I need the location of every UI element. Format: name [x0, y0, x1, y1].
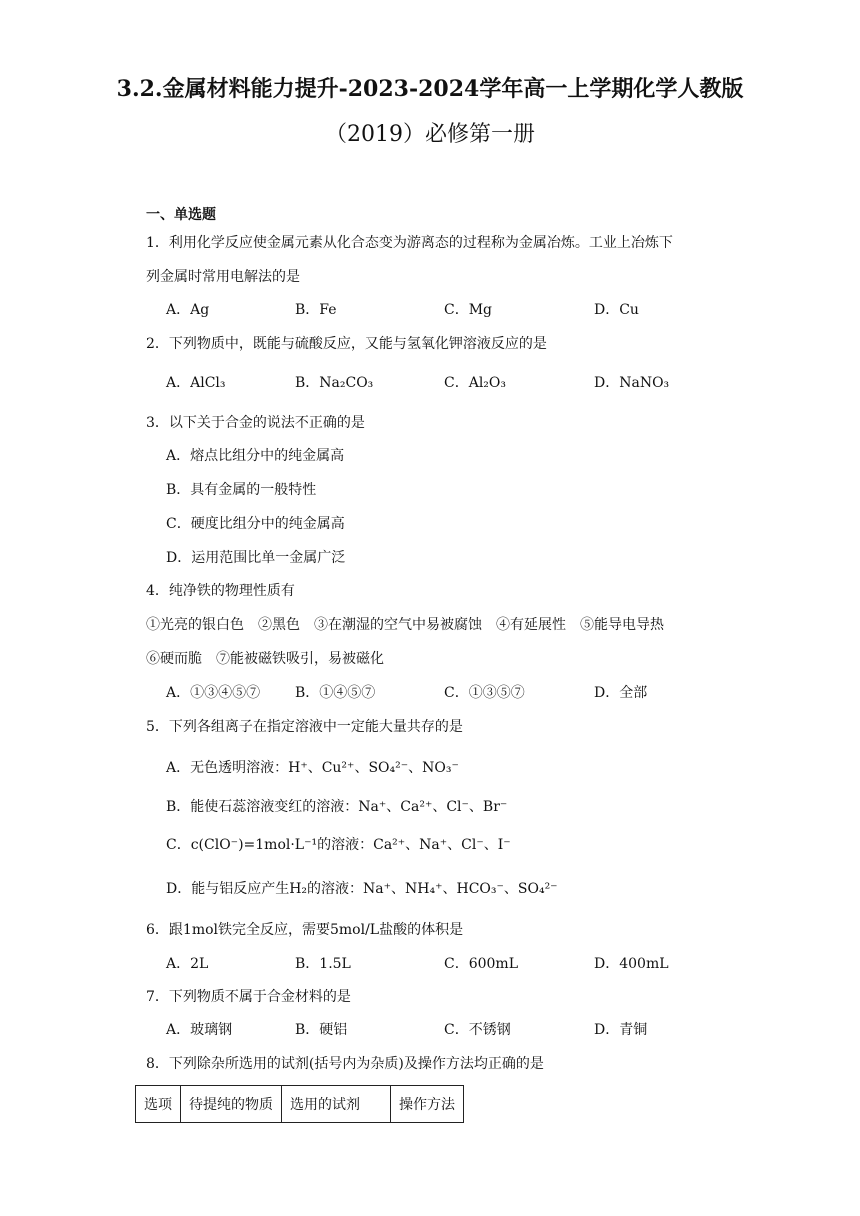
question-3-option-b: B．具有金属的一般特性 [166, 482, 317, 498]
question-7-option-d: D．青铜 [594, 1022, 648, 1038]
question-1-option-d: D．Cu [594, 302, 639, 318]
question-4-stem-line1: 4．纯净铁的物理性质有 [146, 583, 295, 599]
question-3-option-d: D．运用范围比单一金属广泛 [166, 550, 346, 566]
question-4-stem-line3: ⑥硬而脆 ⑦能被磁铁吸引，易被磁化 [146, 651, 384, 667]
question-3-stem: 3．以下关于合金的说法不正确的是 [146, 415, 365, 431]
document-title-line2: （2019）必修第一册 [325, 122, 535, 147]
question-6-option-a: A．2L [166, 956, 209, 972]
document-title-line1: 3.2.金属材料能力提升-2023-2024学年高一上学期化学人教版 [116, 76, 744, 102]
question-6-option-c: C．600mL [444, 956, 519, 972]
section-heading: 一、单选题 [146, 207, 216, 223]
question-6-option-b: B．1.5L [295, 956, 351, 972]
question-1-option-a: A．Ag [166, 302, 210, 318]
question-2-stem: 2．下列物质中，既能与硫酸反应，又能与氢氧化钾溶液反应的是 [146, 336, 547, 352]
question-7-option-a: A．玻璃钢 [166, 1022, 233, 1038]
question-2-option-c: C．Al₂O₃ [444, 375, 507, 391]
question-4-option-b: B．①④⑤⑦ [295, 685, 376, 701]
question-1-option-c: C．Mg [444, 302, 493, 318]
question-2-option-d: D．NaNO₃ [594, 375, 670, 391]
question-1-stem-line2: 列金属时常用电解法的是 [146, 269, 300, 285]
question-5-option-b: B．能使石蕊溶液变红的溶液：Na⁺、Ca²⁺、Cl⁻、Br⁻ [166, 799, 508, 815]
question-7-option-c: C．不锈钢 [444, 1022, 511, 1038]
table-header-row [136, 1086, 464, 1123]
question-6-option-d: D．400mL [594, 956, 669, 972]
table-header-cell: 操作方法 [391, 1086, 464, 1123]
question-4-stem-line2: ①光亮的银白色 ②黑色 ③在潮湿的空气中易被腐蚀 ④有延展性 ⑤能导电导热 [146, 617, 664, 633]
question-1-option-b: B．Fe [295, 302, 337, 318]
question-5-stem: 5．下列各组离子在指定溶液中一定能大量共存的是 [146, 719, 463, 735]
question-4-option-c: C．①③⑤⑦ [444, 685, 525, 701]
table-header-cell: 待提纯的物质 [181, 1086, 282, 1123]
question-4-option-a: A．①③④⑤⑦ [166, 685, 261, 701]
question-1-stem-line1: 1．利用化学反应使金属元素从化合态变为游离态的过程称为金属冶炼。工业上冶炼下 [146, 235, 673, 251]
question-7-stem: 7．下列物质不属于合金材料的是 [146, 989, 351, 1005]
question-5-option-c: C．c(ClO⁻)=1mol·L⁻¹的溶液：Ca²⁺、Na⁺、Cl⁻、I⁻ [166, 837, 511, 853]
question-8-stem: 8．下列除杂所选用的试剂(括号内为杂质)及操作方法均正确的是 [146, 1056, 544, 1072]
question-5-option-a: A．无色透明溶液：H⁺、Cu²⁺、SO₄²⁻、NO₃⁻ [166, 760, 459, 776]
question-3-option-c: C．硬度比组分中的纯金属高 [166, 516, 345, 532]
question-4-option-d: D．全部 [594, 685, 648, 701]
table-header-cell: 选用的试剂 [282, 1086, 391, 1123]
question-2-option-b: B．Na₂CO₃ [295, 375, 374, 391]
question-7-option-b: B．硬铝 [295, 1022, 348, 1038]
table-header-cell: 选项 [136, 1086, 181, 1123]
question-6-stem: 6．跟1mol铁完全反应，需要5mol/L盐酸的体积是 [146, 922, 464, 938]
question-3-option-a: A．熔点比组分中的纯金属高 [166, 448, 345, 464]
question-8-table [135, 1085, 464, 1123]
question-5-option-d: D．能与铝反应产生H₂的溶液：Na⁺、NH₄⁺、HCO₃⁻、SO₄²⁻ [166, 881, 558, 897]
question-2-option-a: A．AlCl₃ [166, 375, 226, 391]
